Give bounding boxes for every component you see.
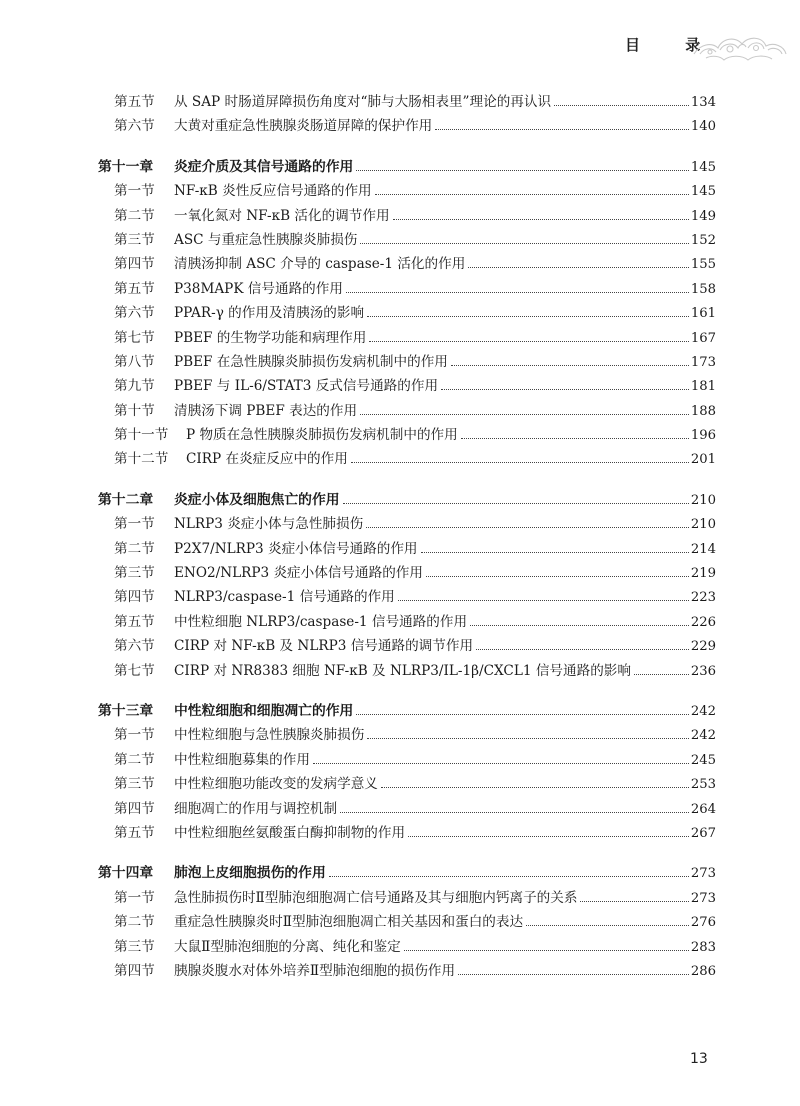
dot-leader — [408, 836, 689, 837]
toc-entry-title: 细胞凋亡的作用与调控机制 — [174, 800, 338, 817]
toc-section-entry — [98, 659, 716, 683]
toc-entry-title: 从 SAP 时肠道屏障损伤角度对“肺与大肠相表里”理论的再认识 — [174, 94, 552, 110]
toc-section-entry — [98, 512, 716, 536]
dot-leader — [367, 738, 689, 739]
dot-leader — [375, 194, 689, 195]
toc-entry-title: PBEF 的生物学功能和病理作用 — [174, 329, 367, 346]
toc-section-entry — [98, 537, 716, 561]
toc-entry-label: 第四节 — [114, 962, 155, 979]
toc-section-entry — [98, 204, 716, 228]
toc-entry-label: 第三节 — [114, 231, 155, 248]
dot-leader — [435, 129, 689, 130]
dot-leader — [366, 527, 689, 528]
toc-entry-label: 第七节 — [114, 329, 155, 346]
dot-leader — [393, 219, 689, 220]
dot-leader — [470, 625, 689, 626]
toc-entry-label: 第十二节 — [114, 451, 169, 468]
toc-section-entry — [98, 561, 716, 585]
toc-entry-page: 283 — [690, 939, 716, 955]
toc-entry-page: 273 — [690, 890, 716, 906]
toc-entry-label: 第三节 — [114, 938, 155, 955]
dot-leader — [476, 649, 689, 650]
toc-entry-page: 223 — [690, 590, 716, 606]
toc-entry-page: 155 — [690, 257, 716, 273]
toc-entry-title: 肺泡上皮细胞损伤的作用 — [174, 865, 326, 882]
toc-entry-label: 第六节 — [114, 638, 155, 655]
toc-entry-title: 急性肺损伤时Ⅱ型肺泡细胞凋亡信号通路及其与细胞内钙离子的关系 — [174, 889, 578, 906]
toc-entry-title: 清胰汤抑制 ASC 介导的 caspase-1 活化的作用 — [174, 256, 466, 273]
toc-chapter-entry — [98, 861, 716, 885]
toc-section-entry — [98, 399, 716, 423]
toc-entry-page: 196 — [690, 428, 716, 444]
toc-entry-page: 158 — [690, 281, 716, 297]
dot-leader — [441, 389, 689, 390]
toc-entry-title: 中性粒细胞功能改变的发病学意义 — [174, 776, 378, 793]
toc-entry-page: 226 — [690, 614, 716, 630]
dot-leader — [351, 462, 689, 463]
toc-entry-label: 第五节 — [114, 94, 155, 110]
toc-entry-title: NLRP3/caspase-1 信号通路的作用 — [174, 589, 395, 606]
toc-entry-label: 第十二章 — [98, 491, 154, 508]
toc-entry-title: 中性粒细胞 NLRP3/caspase-1 信号通路的作用 — [174, 613, 468, 630]
toc-entry-title: 中性粒细胞募集的作用 — [174, 751, 310, 768]
toc-section-entry — [98, 634, 716, 658]
toc-entry-page: 188 — [690, 403, 716, 419]
dot-leader — [634, 674, 689, 675]
toc-entry-page: 210 — [690, 492, 716, 508]
dot-leader — [554, 105, 689, 106]
toc-entry-label: 第二节 — [114, 751, 155, 768]
toc-entry-page: 214 — [690, 541, 716, 557]
toc-entry-label: 第六节 — [114, 118, 155, 135]
toc-entry-title: PBEF 与 IL-6/STAT3 反式信号通路的作用 — [174, 378, 439, 395]
toc-entry-title: 中性粒细胞与急性胰腺炎肺损伤 — [174, 727, 365, 744]
toc-section-entry — [98, 585, 716, 609]
dot-leader — [526, 925, 689, 926]
toc-entry-title: P 物质在急性胰腺炎肺损伤发病机制中的作用 — [186, 427, 458, 444]
toc-entry-page: 253 — [690, 777, 716, 793]
toc-entry-title: 炎症小体及细胞焦亡的作用 — [174, 491, 340, 508]
dot-leader — [360, 243, 688, 244]
toc-entry-page: 140 — [690, 119, 716, 135]
dot-leader — [426, 576, 689, 577]
toc-entry-page: 242 — [690, 728, 716, 744]
dot-leader — [468, 267, 689, 268]
toc-entry-title: 大鼠Ⅱ型肺泡细胞的分离、纯化和鉴定 — [174, 938, 401, 955]
toc-entry-page: 273 — [690, 866, 716, 882]
toc-entry-label: 第五节 — [114, 824, 155, 841]
toc-section-entry — [98, 447, 716, 471]
toc-section-entry — [98, 326, 716, 350]
toc-section-entry — [98, 910, 716, 934]
dot-leader — [367, 316, 689, 317]
toc-entry-label: 第十四章 — [98, 865, 154, 882]
toc-section-entry — [98, 797, 716, 821]
toc-section-entry — [98, 886, 716, 910]
toc-section-entry — [98, 821, 716, 845]
dot-leader — [346, 292, 689, 293]
toc-entry-title: NLRP3 炎症小体与急性肺损伤 — [174, 516, 364, 533]
toc-entry-page: 152 — [690, 232, 716, 248]
toc-entry-page: 242 — [690, 703, 716, 719]
toc-entry-title: 大黄对重症急性胰腺炎肠道屏障的保护作用 — [174, 118, 433, 135]
toc-entry-label: 第五节 — [114, 280, 155, 297]
toc-entry-title: 清胰汤下调 PBEF 表达的作用 — [174, 402, 358, 419]
toc-chapter-entry — [98, 488, 716, 512]
toc-entry-title: PBEF 在急性胰腺炎肺损伤发病机制中的作用 — [174, 353, 448, 370]
toc-entry-label: 第七节 — [114, 662, 155, 679]
toc-entry-title: 中性粒细胞丝氨酸蛋白酶抑制物的作用 — [174, 824, 406, 841]
toc-entry-page: 236 — [690, 663, 716, 679]
toc-section-entry — [98, 90, 716, 114]
toc-entry-title: ENO2/NLRP3 炎症小体信号通路的作用 — [174, 565, 423, 582]
toc-entry-label: 第十一节 — [114, 427, 169, 444]
toc-entry-page: 219 — [690, 566, 716, 582]
toc-section-entry — [98, 610, 716, 634]
dot-leader — [398, 600, 689, 601]
toc-entry-label: 第二节 — [114, 540, 155, 557]
dot-leader — [343, 503, 689, 504]
dot-leader — [461, 438, 689, 439]
toc-entry-page: 149 — [690, 208, 716, 224]
toc-entry-title: 重症急性胰腺炎时Ⅱ型肺泡细胞凋亡相关基因和蛋白的表达 — [174, 914, 524, 931]
dot-leader — [381, 787, 689, 788]
toc-entry-title: 胰腺炎腹水对体外培养Ⅱ型肺泡细胞的损伤作用 — [174, 962, 456, 979]
toc-entry-label: 第五节 — [114, 613, 155, 630]
toc-entry-title: P2X7/NLRP3 炎症小体信号通路的作用 — [174, 540, 418, 557]
toc-entry-title: ASC 与重症急性胰腺炎肺损伤 — [174, 231, 358, 248]
toc-entry-page: 145 — [690, 184, 716, 200]
toc-entry-title: P38MAPK 信号通路的作用 — [174, 280, 343, 297]
dot-leader — [451, 365, 689, 366]
toc-section-entry — [98, 301, 716, 325]
toc-section-entry — [98, 228, 716, 252]
toc-entry-label: 第一节 — [114, 516, 155, 533]
toc-entry-label: 第九节 — [114, 378, 155, 395]
toc-section-entry — [98, 772, 716, 796]
toc-entry-page: 134 — [690, 95, 716, 110]
toc-entry-label: 第二节 — [114, 914, 155, 931]
running-header-title: 目 录 — [625, 36, 721, 54]
toc-entry-label: 第八节 — [114, 353, 155, 370]
toc-entry-title: 一氧化氮对 NF-κB 活化的调节作用 — [174, 207, 390, 224]
toc-entry-label: 第三节 — [114, 776, 155, 793]
toc-entry-label: 第六节 — [114, 305, 155, 322]
toc-entry-label: 第四节 — [114, 800, 155, 817]
dot-leader — [458, 974, 689, 975]
table-of-contents — [98, 90, 716, 983]
toc-entry-page: 245 — [690, 752, 716, 768]
dot-leader — [313, 763, 689, 764]
toc-entry-page: 276 — [690, 915, 716, 931]
toc-entry-label: 第一节 — [114, 727, 155, 744]
toc-entry-page: 201 — [690, 452, 716, 468]
toc-chapter-entry — [98, 699, 716, 723]
toc-section-entry — [98, 935, 716, 959]
dot-leader — [369, 341, 688, 342]
toc-section-entry — [98, 748, 716, 772]
toc-entry-title: PPAR-γ 的作用及清胰汤的影响 — [174, 305, 365, 322]
toc-entry-label: 第四节 — [114, 256, 155, 273]
toc-entry-page: 267 — [690, 825, 716, 841]
toc-section-entry — [98, 277, 716, 301]
dot-leader — [356, 714, 688, 715]
toc-section-entry — [98, 252, 716, 276]
toc-entry-title: CIRP 对 NF-κB 及 NLRP3 信号通路的调节作用 — [174, 638, 474, 655]
page-number: 13 — [690, 1051, 708, 1067]
toc-entry-page: 161 — [690, 306, 716, 322]
toc-entry-label: 第十三章 — [98, 702, 154, 719]
toc-section-entry — [98, 350, 716, 374]
toc-section-entry — [98, 723, 716, 747]
toc-entry-page: 145 — [690, 159, 716, 175]
toc-chapter-entry — [98, 155, 716, 179]
toc-section-entry — [98, 374, 716, 398]
toc-entry-label: 第十节 — [114, 402, 155, 419]
toc-entry-title: NF-κB 炎性反应信号通路的作用 — [174, 183, 372, 200]
toc-entry-label: 第三节 — [114, 565, 155, 582]
toc-entry-title: CIRP 对 NR8383 细胞 NF-κB 及 NLRP3/IL-1β/CXCL1 信号通路的影响 — [174, 662, 631, 679]
toc-entry-title: CIRP 在炎症反应中的作用 — [186, 451, 348, 468]
dot-leader — [329, 876, 689, 877]
toc-entry-label: 第四节 — [114, 589, 155, 606]
toc-entry-page: 286 — [690, 963, 716, 979]
dot-leader — [580, 901, 688, 902]
dot-leader — [340, 812, 689, 813]
dot-leader — [360, 414, 689, 415]
toc-section-entry — [98, 179, 716, 203]
toc-entry-page: 210 — [690, 517, 716, 533]
toc-entry-label: 第十一章 — [98, 158, 154, 175]
toc-section-entry — [98, 423, 716, 447]
toc-entry-page: 229 — [690, 639, 716, 655]
toc-entry-label: 第二节 — [114, 207, 155, 224]
dot-leader — [404, 950, 689, 951]
toc-entry-page: 181 — [690, 379, 716, 395]
toc-entry-title: 中性粒细胞和细胞凋亡的作用 — [174, 702, 354, 719]
dot-leader — [356, 170, 688, 171]
dot-leader — [421, 552, 689, 553]
toc-entry-page: 173 — [690, 354, 716, 370]
toc-entry-title: 炎症介质及其信号通路的作用 — [174, 158, 354, 175]
toc-entry-label: 第一节 — [114, 183, 155, 200]
toc-entry-label: 第一节 — [114, 889, 155, 906]
toc-section-entry — [98, 959, 716, 983]
toc-entry-page: 167 — [690, 330, 716, 346]
cloud-ornament-icon — [690, 28, 790, 68]
toc-section-entry — [98, 114, 716, 138]
toc-entry-page: 264 — [690, 801, 716, 817]
